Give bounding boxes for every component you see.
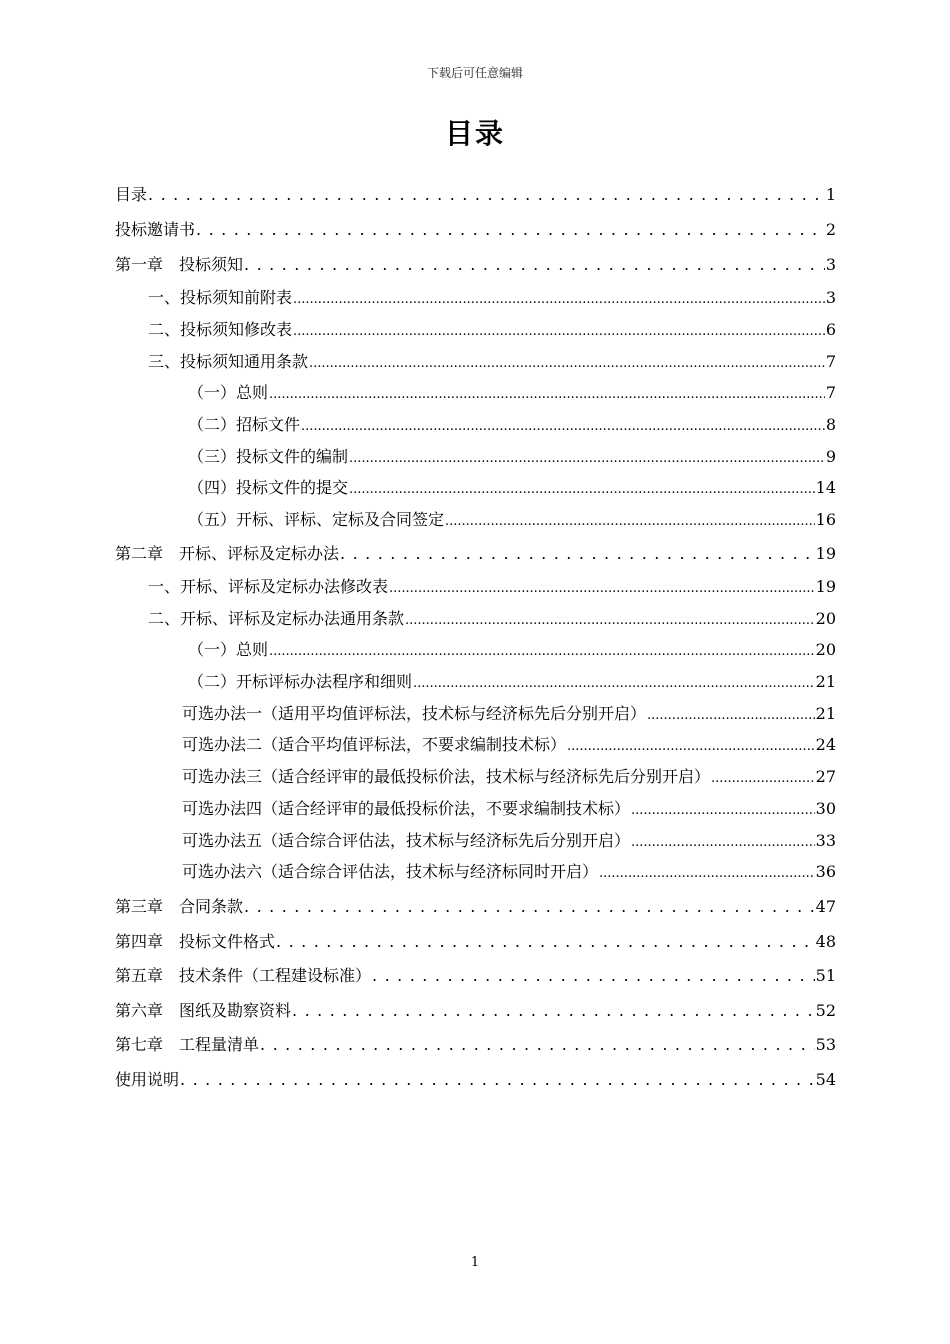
toc-entry-label: 一、投标须知前附表: [148, 288, 293, 307]
toc-entry-label: 第二章 开标、评标及定标办法: [115, 544, 340, 563]
toc-entry-page: 47: [815, 897, 836, 916]
toc-entry[interactable]: [148, 351, 836, 373]
toc-entry[interactable]: [115, 543, 836, 565]
toc-entry-label: 一、开标、评标及定标办法修改表: [148, 577, 389, 596]
toc-entry-page: 8: [825, 415, 836, 434]
toc-entry[interactable]: [115, 1034, 836, 1056]
toc-entry[interactable]: [148, 608, 836, 630]
toc-entry[interactable]: [188, 382, 836, 404]
page-title: 目录: [444, 117, 505, 150]
toc-dot-leader: [269, 382, 825, 406]
toc-dot-leader: [711, 766, 815, 790]
toc-entry-label: 可选办法一（适用平均值评标法，技术标与经济标先后分别开启）: [182, 704, 647, 723]
toc-dot-leader: [293, 287, 825, 311]
toc-dot-leader: [413, 671, 815, 695]
toc-dot-leader: [631, 830, 815, 854]
toc-entry-label: 第六章 图纸及勘察资料: [115, 1001, 292, 1020]
toc-entry-page: 27: [815, 767, 836, 786]
toc-entry[interactable]: [115, 1069, 836, 1091]
toc-dot-leader: [372, 965, 815, 987]
toc-entry-label: 可选办法三（适合经评审的最低投标价法，技术标与经济标先后分别开启）: [182, 767, 711, 786]
toc-entry[interactable]: [188, 639, 836, 661]
toc-entry-page: 7: [825, 352, 836, 371]
toc-entry[interactable]: [115, 184, 836, 206]
toc-entry-label: 可选办法四（适合经评审的最低投标价法，不要求编制技术标）: [182, 799, 631, 818]
toc-entry-label: 第七章 工程量清单: [115, 1035, 260, 1054]
toc-entry[interactable]: [182, 861, 836, 883]
toc-entry-page: 54: [815, 1070, 836, 1089]
toc-entry[interactable]: [182, 766, 836, 788]
toc-entry-label: （五）开标、评标、定标及合同签定: [188, 510, 445, 529]
toc-entry-label: 投标邀请书: [115, 220, 196, 239]
toc-entry-label: 第五章 技术条件（工程建设标准）: [115, 966, 372, 985]
toc-entry-page: 14: [815, 478, 836, 497]
toc-entry[interactable]: [188, 414, 836, 436]
toc-dot-leader: [349, 446, 825, 470]
toc-entry-page: 7: [825, 383, 836, 402]
toc-dot-leader: [631, 798, 815, 822]
toc-entry[interactable]: [115, 965, 836, 987]
toc-entry-page: 52: [815, 1001, 836, 1020]
toc-entry-page: 3: [825, 288, 836, 307]
toc-entry-page: 21: [815, 672, 836, 691]
toc-entry-label: 可选办法五（适合综合评估法，技术标与经济标先后分别开启）: [182, 831, 631, 850]
toc-dot-leader: [340, 543, 815, 565]
toc-dot-leader: [180, 1069, 815, 1091]
toc-entry-page: 20: [815, 640, 836, 659]
toc-entry-page: 48: [815, 932, 836, 951]
toc-dot-leader: [599, 861, 815, 885]
toc-dot-leader: [244, 254, 825, 276]
toc-dot-leader: [292, 1000, 815, 1022]
toc-entry-label: （三）投标文件的编制: [188, 447, 349, 466]
toc-entry-page: 33: [815, 831, 836, 850]
toc-entry[interactable]: [188, 477, 836, 499]
toc-dot-leader: [196, 219, 825, 241]
toc-entry[interactable]: [182, 798, 836, 820]
toc-entry-page: 53: [815, 1035, 836, 1054]
toc-entry-label: 可选办法六（适合综合评估法，技术标与经济标同时开启）: [182, 862, 599, 881]
toc-entry-label: 第四章 投标文件格式: [115, 932, 276, 951]
toc-entry-page: 30: [815, 799, 836, 818]
toc-entry-page: 24: [815, 735, 836, 754]
toc-entry-label: （一）总则: [188, 640, 269, 659]
toc-entry[interactable]: [182, 703, 836, 725]
toc-entry-label: 第一章 投标须知: [115, 255, 244, 274]
toc-entry-label: 二、投标须知修改表: [148, 320, 293, 339]
toc-entry[interactable]: [188, 671, 836, 693]
toc-entry-label: （二）开标评标办法程序和细则: [188, 672, 413, 691]
toc-entry-page: 1: [825, 185, 836, 204]
toc-entry[interactable]: [148, 576, 836, 598]
page-number: 1: [470, 1255, 480, 1270]
toc-dot-leader: [445, 509, 815, 533]
toc-entry-label: 使用说明: [115, 1070, 180, 1089]
toc-entry-page: 16: [815, 510, 836, 529]
toc-entry-page: 19: [815, 544, 836, 563]
toc-entry-page: 6: [825, 320, 836, 339]
toc-entry[interactable]: [115, 1000, 836, 1022]
page-header: 下载后可任意编辑: [426, 66, 523, 80]
toc-dot-leader: [389, 576, 815, 600]
toc-entry-label: （四）投标文件的提交: [188, 478, 349, 497]
toc-entry-label: 可选办法二（适合平均值评标法，不要求编制技术标）: [182, 735, 567, 754]
toc-entry-label: 二、开标、评标及定标办法通用条款: [148, 609, 405, 628]
toc-entry-label: （一）总则: [188, 383, 269, 402]
toc-entry-page: 19: [815, 577, 836, 596]
toc-dot-leader: [148, 184, 825, 206]
toc-entry-page: 20: [815, 609, 836, 628]
toc-dot-leader: [647, 703, 815, 727]
toc-dot-leader: [260, 1034, 815, 1056]
toc-entry-page: 2: [825, 220, 836, 239]
toc-entry[interactable]: [115, 219, 836, 241]
toc-entry-label: （二）招标文件: [188, 415, 301, 434]
toc-dot-leader: [567, 734, 815, 758]
toc-entry[interactable]: [188, 446, 836, 468]
toc-entry[interactable]: [182, 830, 836, 852]
toc-entry[interactable]: [188, 509, 836, 531]
toc-entry-page: 9: [825, 447, 836, 466]
toc-dot-leader: [405, 608, 815, 632]
toc-dot-leader: [349, 477, 815, 501]
toc-entry[interactable]: [148, 319, 836, 341]
toc-entry-label: 目录: [115, 185, 148, 204]
toc-entry-page: 3: [825, 255, 836, 274]
toc-entry[interactable]: [148, 287, 836, 309]
toc-entry-page: 51: [815, 966, 836, 985]
toc-entry[interactable]: [182, 734, 836, 756]
toc-entry-page: 36: [815, 862, 836, 881]
toc-entry-page: 21: [815, 704, 836, 723]
toc-entry[interactable]: [115, 931, 836, 953]
toc-dot-leader: [309, 351, 825, 375]
toc-dot-leader: [293, 319, 825, 343]
toc-dot-leader: [276, 931, 815, 953]
toc-entry[interactable]: [115, 896, 836, 918]
toc-entry-label: 三、投标须知通用条款: [148, 352, 309, 371]
toc-dot-leader: [269, 639, 815, 663]
toc-dot-leader: [301, 414, 825, 438]
toc-dot-leader: [244, 896, 815, 918]
toc-entry[interactable]: [115, 254, 836, 276]
toc-entry-label: 第三章 合同条款: [115, 897, 244, 916]
